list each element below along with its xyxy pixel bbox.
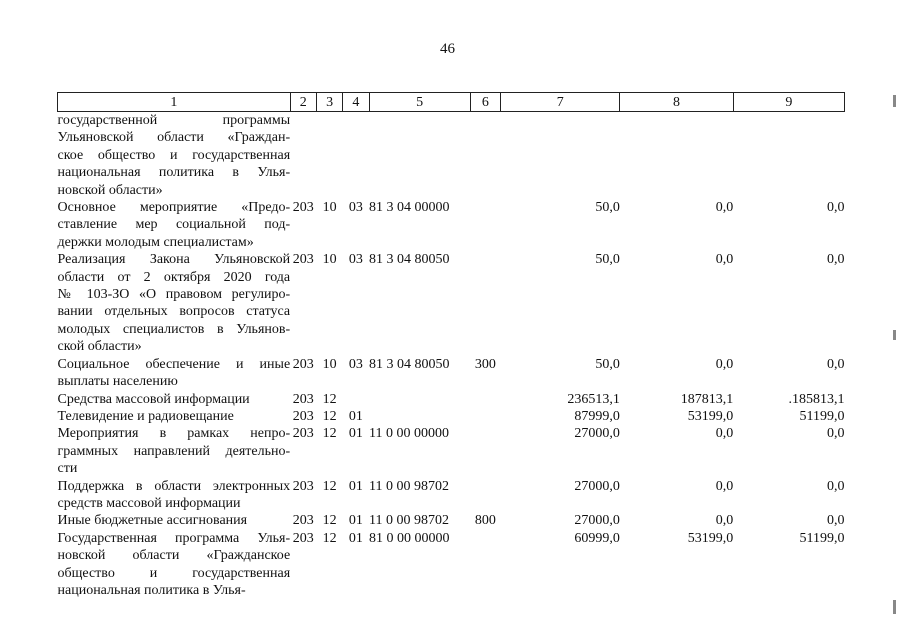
cell-c8: 0,0 bbox=[715, 426, 734, 442]
cell-c4: 01 bbox=[348, 426, 363, 442]
cell-c3: 12 bbox=[322, 408, 337, 424]
cell-c5: 81 3 04 80050 bbox=[369, 252, 450, 268]
row-name-line: Основное мероприятие «Предо- bbox=[57, 200, 291, 216]
row-name-line: новской области» bbox=[57, 182, 163, 198]
cell-c9: 0,0 bbox=[827, 426, 845, 442]
cell-c8: 53199,0 bbox=[687, 530, 734, 546]
cell-c7: 60999,0 bbox=[574, 530, 620, 546]
cell-c8: 53199,0 bbox=[687, 408, 734, 424]
cell-c4: 03 bbox=[348, 356, 363, 372]
cell-c2: 203 bbox=[292, 408, 314, 424]
row-name bbox=[58, 251, 291, 355]
cell-c9: 51199,0 bbox=[799, 408, 845, 424]
cell-c6: 300 bbox=[474, 356, 496, 372]
row-name-line: национальная политика в Улья- bbox=[57, 165, 291, 181]
cell-c3: 12 bbox=[322, 530, 337, 546]
row-name bbox=[58, 356, 291, 391]
cell-c6 bbox=[470, 478, 500, 513]
cell-c6 bbox=[470, 199, 500, 251]
column-header-4: 4 bbox=[343, 93, 369, 112]
row-name-line: держки молодым специалистам» bbox=[57, 234, 254, 250]
table-row bbox=[58, 391, 845, 408]
row-name-line: сти bbox=[57, 461, 78, 477]
table-row bbox=[58, 478, 845, 513]
column-header-9: 9 bbox=[733, 93, 844, 112]
row-name-line: выплаты населению bbox=[57, 374, 178, 390]
row-name-line: граммных направлений деятельно- bbox=[57, 443, 291, 459]
cell-c7: 50,0 bbox=[595, 200, 620, 216]
page-number: 46 bbox=[440, 41, 455, 57]
scan-edge-mark bbox=[893, 95, 896, 107]
cell-c2: 203 bbox=[292, 356, 314, 372]
table-row bbox=[58, 112, 845, 200]
cell-c3: 12 bbox=[322, 478, 337, 494]
cell-c2: 203 bbox=[292, 478, 314, 494]
row-name bbox=[58, 478, 291, 513]
cell-c7: 50,0 bbox=[595, 252, 620, 268]
row-name-line: общество и государственная bbox=[57, 565, 291, 581]
cell-c4: 03 bbox=[348, 252, 363, 268]
cell-c8: 187813,1 bbox=[680, 391, 734, 407]
row-name bbox=[58, 112, 291, 200]
table-row bbox=[58, 512, 845, 529]
row-name bbox=[58, 530, 291, 600]
cell-c9: 51199,0 bbox=[799, 530, 845, 546]
row-name bbox=[58, 408, 291, 425]
table-row bbox=[58, 530, 845, 600]
table-row bbox=[58, 199, 845, 251]
cell-c2: 203 bbox=[292, 391, 314, 407]
row-name-line: ставление мер социальной под- bbox=[57, 217, 291, 233]
cell-c5: 81 3 04 80050 bbox=[369, 356, 450, 372]
row-name-line: Иные бюджетные ассигнования bbox=[57, 513, 248, 529]
row-name-line: области от 2 октября 2020 года bbox=[57, 269, 291, 285]
cell-c6 bbox=[470, 251, 500, 355]
row-name-line: государственной программы bbox=[57, 113, 291, 128]
cell-c7: 50,0 bbox=[595, 356, 620, 372]
cell-c7 bbox=[501, 112, 620, 200]
cell-c5: 11 0 00 98702 bbox=[369, 513, 450, 529]
row-name-line: Поддержка в области электронных bbox=[57, 478, 291, 494]
cell-c7: 27000,0 bbox=[574, 513, 620, 529]
cell-c5: 81 3 04 00000 bbox=[369, 200, 450, 216]
scan-edge-mark bbox=[893, 600, 896, 614]
cell-c4 bbox=[343, 112, 369, 200]
cell-c2: 203 bbox=[292, 426, 314, 442]
cell-c6 bbox=[470, 391, 500, 408]
cell-c3: 10 bbox=[322, 356, 337, 372]
row-name-line: ской области» bbox=[57, 339, 142, 355]
row-name-line: Мероприятия в рамках непро- bbox=[57, 426, 291, 442]
row-name bbox=[58, 199, 291, 251]
row-name-line: Государственная программа Улья- bbox=[57, 530, 291, 546]
table-row bbox=[58, 425, 845, 477]
cell-c4: 03 bbox=[348, 200, 363, 216]
row-name-line: вании отдельных вопросов статуса bbox=[57, 304, 291, 320]
cell-c2: 203 bbox=[292, 252, 314, 268]
column-header-3: 3 bbox=[316, 93, 342, 112]
row-name bbox=[58, 512, 291, 529]
cell-c5: 11 0 00 98702 bbox=[369, 478, 450, 494]
cell-c9: 0,0 bbox=[827, 513, 845, 529]
cell-c7: 87999,0 bbox=[574, 408, 620, 424]
cell-c8: 0,0 bbox=[715, 356, 734, 372]
table-row bbox=[58, 251, 845, 355]
scan-edge-mark bbox=[893, 330, 896, 340]
cell-c4: 01 bbox=[348, 408, 363, 424]
table-row bbox=[58, 356, 845, 391]
cell-c8 bbox=[620, 112, 733, 200]
row-name-line: Социальное обеспечение и иные bbox=[57, 356, 291, 372]
cell-c5: 11 0 00 00000 bbox=[369, 426, 450, 442]
cell-c7: 27000,0 bbox=[574, 478, 620, 494]
cell-c9: 0,0 bbox=[827, 478, 845, 494]
row-name-line: средств массовой информации bbox=[57, 495, 241, 511]
row-name-line: ское общество и государственная bbox=[57, 147, 291, 163]
row-name-line: Телевидение и радиовещание bbox=[57, 408, 234, 424]
table-row bbox=[58, 408, 845, 425]
table-body bbox=[58, 112, 845, 600]
column-header-8: 8 bbox=[620, 93, 733, 112]
row-name-line: новской области «Гражданское bbox=[57, 548, 291, 564]
cell-c8: 0,0 bbox=[715, 252, 734, 268]
cell-c9: 0,0 bbox=[827, 356, 845, 372]
row-name-line: молодых специалистов в Ульянов- bbox=[57, 321, 291, 337]
cell-c7: 27000,0 bbox=[574, 426, 620, 442]
column-header-2: 2 bbox=[290, 93, 316, 112]
row-name bbox=[58, 425, 291, 477]
cell-c7: 236513,1 bbox=[567, 391, 620, 407]
cell-c3: 12 bbox=[322, 513, 337, 529]
cell-c4 bbox=[343, 391, 369, 408]
cell-c9: 0,0 bbox=[827, 252, 845, 268]
column-header-7: 7 bbox=[501, 93, 620, 112]
cell-c4: 01 bbox=[348, 478, 363, 494]
cell-c8: 0,0 bbox=[715, 513, 734, 529]
row-name-line: Реализация Закона Ульяновской bbox=[57, 252, 291, 268]
cell-c9 bbox=[733, 112, 844, 200]
cell-c8: 0,0 bbox=[715, 200, 734, 216]
cell-c5: 81 0 00 00000 bbox=[369, 530, 450, 546]
cell-c5 bbox=[369, 112, 470, 200]
cell-c3 bbox=[316, 112, 342, 200]
cell-c9: 0,0 bbox=[827, 200, 845, 216]
row-name-line: Средства массовой информации bbox=[57, 391, 250, 407]
column-number-header bbox=[58, 93, 845, 112]
cell-c6 bbox=[470, 530, 500, 600]
cell-c3: 10 bbox=[322, 252, 337, 268]
column-header-1: 1 bbox=[58, 93, 291, 112]
cell-c6 bbox=[470, 425, 500, 477]
cell-c3: 12 bbox=[322, 391, 337, 407]
column-header-5: 5 bbox=[369, 93, 470, 112]
budget-table bbox=[57, 92, 845, 599]
column-header-6: 6 bbox=[470, 93, 500, 112]
cell-c6 bbox=[470, 112, 500, 200]
cell-c6: 800 bbox=[474, 513, 496, 529]
row-name-line: Ульяновской области «Граждан- bbox=[57, 130, 291, 146]
cell-c8: 0,0 bbox=[715, 478, 734, 494]
row-name-line: национальная политика в Улья- bbox=[57, 582, 246, 598]
cell-c2: 203 bbox=[292, 200, 314, 216]
cell-c9: .185813,1 bbox=[788, 391, 845, 407]
cell-c5 bbox=[369, 408, 470, 425]
cell-c5 bbox=[369, 391, 470, 408]
cell-c2 bbox=[290, 112, 316, 200]
cell-c4: 01 bbox=[348, 530, 363, 546]
cell-c3: 10 bbox=[322, 200, 337, 216]
cell-c2: 203 bbox=[292, 530, 314, 546]
row-name bbox=[58, 391, 291, 408]
cell-c3: 12 bbox=[322, 426, 337, 442]
cell-c6 bbox=[470, 408, 500, 425]
row-name-line: № 103-ЗО «О правовом регулиро- bbox=[57, 287, 291, 303]
cell-c4: 01 bbox=[348, 513, 363, 529]
cell-c2: 203 bbox=[292, 513, 314, 529]
